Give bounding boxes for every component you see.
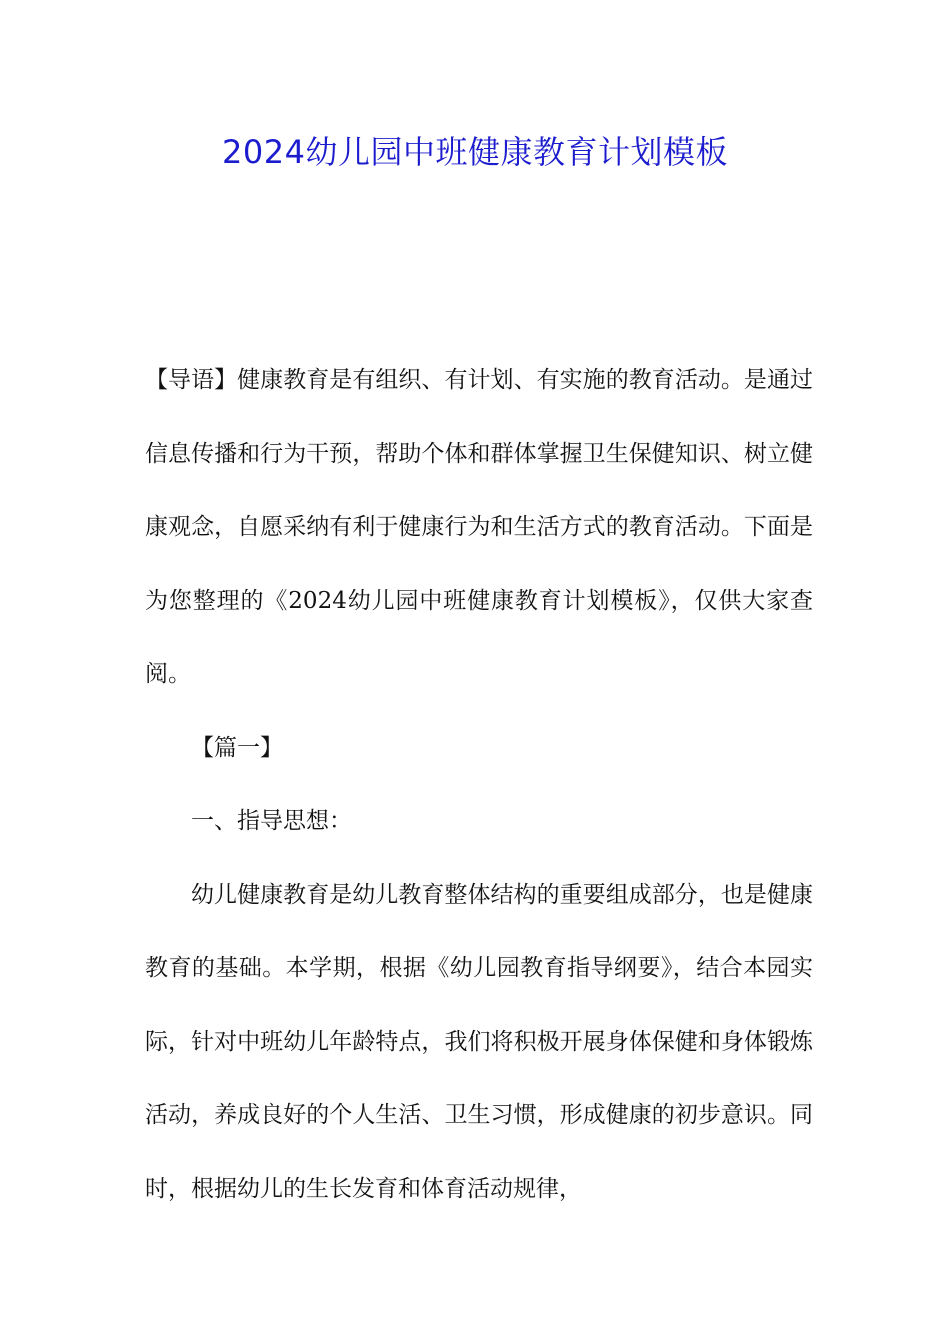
document-body xyxy=(145,344,813,1226)
intro-paragraph: 【导语】健康教育是有组织、有计划、有实施的教育活动。是通过信息传播和行为干预，帮助个体和群体掌握卫生保健知识、树立健康观念，自愿采纳有利于健康行为和生活方式的教育活动。下面是为您整理的《2024幼儿园中班健康教育计划模板》，仅供大家查阅。 xyxy=(145,367,813,687)
document-title: 2024幼儿园中班健康教育计划模板 xyxy=(222,133,728,171)
section-heading: 一、指导思想： xyxy=(191,808,352,834)
body-paragraph: 幼儿健康教育是幼儿教育整体结构的重要组成部分，也是健康教育的基础。本学期，根据《幼儿园教育指导纲要》，结合本园实际，针对中班幼儿年龄特点，我们将积极开展身体保健和身体锻炼活动，养成良好的个人生活、卫生习惯，形成健康的初步意识。同时，根据幼儿的生长发育和体育活动规律， xyxy=(145,881,813,1202)
section-label: 【篇一】 xyxy=(191,734,283,761)
